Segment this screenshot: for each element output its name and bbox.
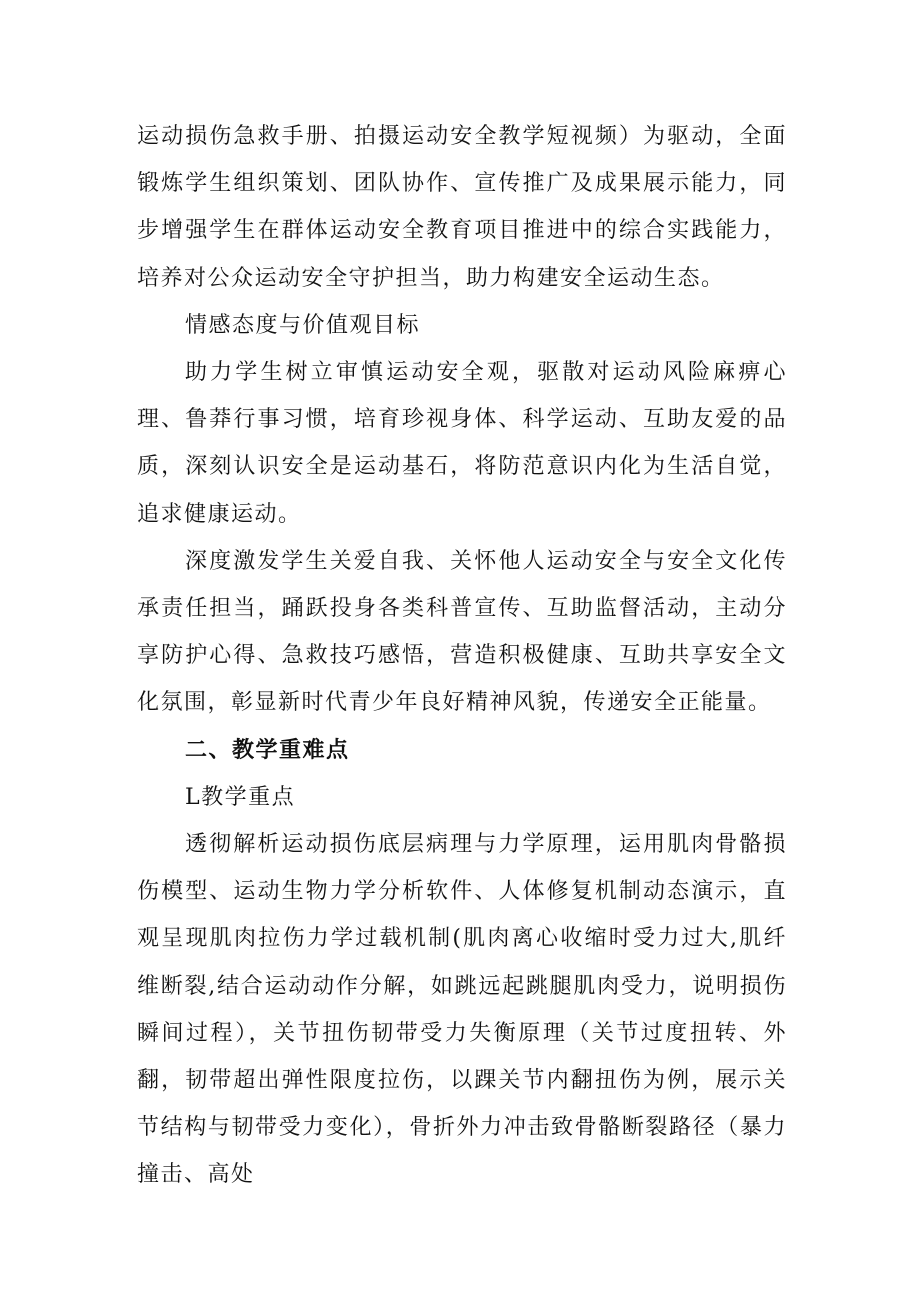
section-title-emotion-values: 情感态度与价值观目标 <box>185 312 421 338</box>
paragraph-injury-mechanics: 透彻解析运动损伤底层病理与力学原理，运用肌肉骨骼损伤模型、运动生物力学分析软件、人体修复机制动态演示，直观呈现肌肉拉伤力学过载机制(肌肉离心收缩时受力过大,肌纤维断裂,结合运动动作分解，如跳远起跳腿肌肉受力，说明损伤瞬间过程），关节扭伤韧带受力失衡原理（关节过度扭转、外翻，韧带超出弹性限度拉伤，以踝关节内翻扭伤为例，展示关节结构与韧带受力变化），骨折外力冲击致骨骼断裂路径（暴力撞击、高处 <box>137 832 787 1188</box>
paragraph-continued: 运动损伤急救手册、拍摄运动安全教学短视频）为驱动，全面锻炼学生组织策划、团队协作、宣传推广及成果展示能力，同步增强学生在群体运动安全教育项目推进中的综合实践能力，培养对公众运动安全守护担当，助力构建安全运动生态。 <box>137 124 787 291</box>
subheading-teaching-focus: L教学重点 <box>185 784 296 810</box>
heading-teaching-key-points: 二、教学重难点 <box>185 737 350 763</box>
document-body <box>137 113 787 1199</box>
paragraph-safety-culture: 深度激发学生关爱自我、关怀他人运动安全与安全文化传承责任担当，踊跃投身各类科普宣传、互助监督活动，主动分享防护心得、急救技巧感悟，营造积极健康、互助共享安全文化氛围，彰显新时代青少年良好精神风貌，传递安全正能量。 <box>137 548 787 716</box>
paragraph-safety-awareness: 助力学生树立审慎运动安全观，驱散对运动风险麻痹心理、鲁莽行事习惯，培育珍视身体、科学运动、互助友爱的品质，深刻认识安全是运动基石，将防范意识内化为生活自觉，追求健康运动。 <box>137 360 787 527</box>
